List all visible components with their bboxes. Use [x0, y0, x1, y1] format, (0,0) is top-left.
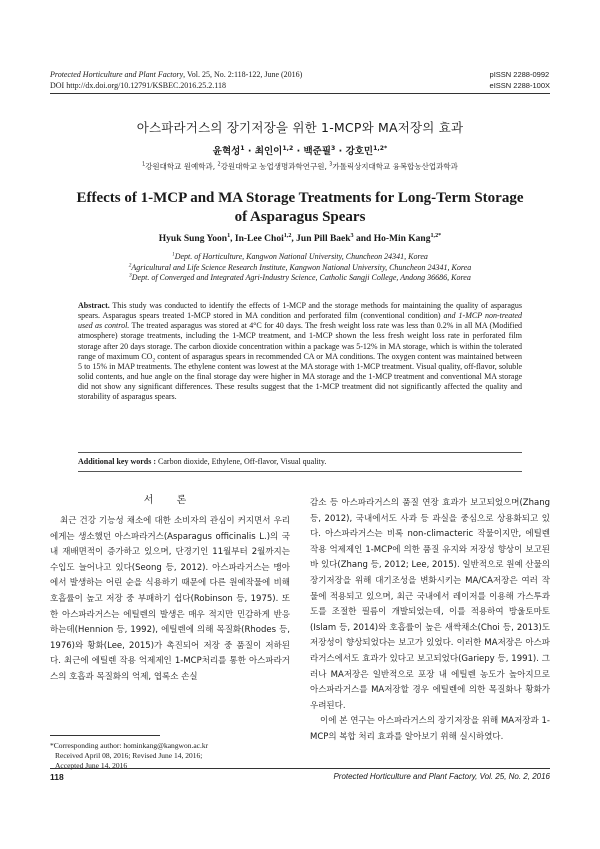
english-author-2: In-Lee Choi: [234, 234, 284, 244]
korean-author-2-affil: 1,2: [282, 144, 294, 152]
journal-name: Protected Horticulture and Plant Factory: [50, 70, 184, 79]
body-right-column: [310, 496, 550, 746]
korean-title: 아스파라거스의 장기저장을 위한 1-MCP와 MA저장의 효과: [136, 120, 464, 135]
pissn: pISSN 2288-0992: [489, 70, 550, 79]
author-separator: and: [353, 234, 374, 244]
keywords-rule: [78, 471, 522, 472]
korean-author-1-affil: 1: [240, 144, 245, 152]
author-separator: ,: [230, 234, 235, 244]
author-separator: ,: [291, 234, 297, 244]
author-separator: ·: [244, 146, 255, 157]
english-title-line-1: Effects of 1-MCP and MA Storage Treatments for Long-Term Storage: [76, 190, 524, 206]
korean-authors: [50, 143, 550, 157]
received-date: Received April 08, 2016; Revised June 14, 2016;: [55, 751, 203, 760]
footer-rule: [50, 768, 550, 769]
header-rule: [50, 93, 550, 94]
english-affiliations: [50, 252, 550, 284]
abstract-text-1: This study was conducted to identify the effects of 1-MCP and the storage methods for maintaining the quality of asparagus spears. Asparagus spears treated 1-MCP stored in MA condition and perforated film (conventional condition): [78, 301, 522, 321]
korean-author-2: 최인이: [254, 146, 283, 157]
keywords-label: Additional key words :: [78, 457, 157, 466]
body-left-column: [50, 514, 290, 686]
intro-paragraph-2: 감소 등 아스파라거스의 품질 연장 효과가 보고되었으며(Zhang 등, 2012), 국내에서도 사과 등 과실을 중심으로 상용화되고 있다. 아스파라거스는 비록 non-climacteric 작물이지만, 에틸렌 작용 억제제인 1-MCP에 의한 품질 유지와 저장성 향상이 보고된 바 있다(Zhang 등, 2012; Lee, 2015). 일반적으로 원예 산물의 장기저장을 위해 대기조성을 변화시키는 MA/CA저장은 여러 작물에 적용되고 있으며, 최근 국내에서 레이저를 이용해 가스투과도를 조절한 필름이 개발되었는데, 이를 적용하여 방울토마토(Islam 등, 2014)와 호흡률이 높은 새싹채소(Choi 등, 2013)도 저장성이 향상되었다는 보고가 있었다. 이러한 MA저장은 아스파라거스에서도 효과가 있다고 보고되었다(Gariepy 등, 1991). 그러나 MA저장은 일반적으로 포장 내 에틸렌 농도가 높아지므로 아스파라거스를 MA저장할 경우 에틸렌에 의한 목질화나 황화가 우려된다.: [310, 498, 550, 711]
korean-author-3-affil: 3: [331, 144, 336, 152]
korean-affil-3: 가톨릭상지대학교 융복합농산업과학과: [332, 162, 458, 171]
korean-affil-2: 강원대학교 농업생명과학연구원,: [220, 162, 330, 171]
english-affil-1: [50, 252, 550, 263]
citation-header: [50, 70, 302, 91]
eissn: eISSN 2288-100X: [489, 80, 550, 90]
affil-marker: 2: [217, 161, 221, 168]
section-title-introduction: 서 론: [143, 495, 197, 506]
author-separator: ·: [335, 146, 346, 157]
korean-author-1: 윤혁성: [212, 146, 241, 157]
affil-text: Agricultural and Life Science Research Institute, Kangwon National University, Chuncheon 24341, Korea: [131, 262, 472, 272]
issn-block: [490, 70, 550, 91]
citation-details: , Vol. 25, No. 2:118-122, June (2016): [183, 70, 303, 79]
korean-author-3: 백준필: [303, 146, 332, 157]
affil-marker: 1,2*: [430, 232, 442, 239]
intro-paragraph-1: 최근 건강 기능성 채소에 대한 소비자의 관심이 커지면서 우리에게는 생소했던 아스파라거스(Asparagus officinalis L.)의 국내 재배면적이 증가하고 있으며, 단경기인 11월부터 2월까지는 수입도 늘어나고 있다(Seong 등, 2012). 아스파라거스는 맹아에서 발생하는 어린 순을 식용하기 때문에 다른 원예작물에 비해 호흡률이 높고 저장 중 부패하기 쉽다(Robinson 등, 1975). 또한 아스파라거스는 에틸렌의 발생은 매우 적지만 민감하게 반응하는데(Hennion 등, 1992), 에틸렌에 의해 목질화(Rhodes 등, 1976)와 황화(Lee, 2015)가 촉진되어 저장 중 품질이 저하된다. 최근에 에틸렌 작용 억제제인 1-MCP처리를 통한 아스파라거스의 호흡과 목질화의 억제, 엽록소 손실: [50, 516, 290, 682]
page-number: 118: [50, 772, 64, 782]
co2-subscript: 2: [152, 357, 156, 364]
english-title-line-2: of Asparagus Spears: [234, 209, 366, 225]
english-author-1: Hyuk Sung Yoon: [158, 234, 228, 244]
korean-affiliations: [50, 161, 550, 172]
english-author-4: Ho-Min Kang: [373, 234, 431, 244]
footer-journal: Protected Horticulture and Plant Factory, Vol. 25, No. 2, 2016: [333, 772, 550, 781]
footnote-rule: [50, 735, 160, 736]
english-authors: [50, 234, 550, 244]
affil-text: Dept. of Converged and Integrated Agri-Industry Science, Catholic Sangji College, Andong 36686, Korea: [131, 273, 471, 282]
english-title: [50, 189, 550, 227]
accepted-date: Accepted June 14, 2016: [55, 761, 128, 770]
abstract-text-3: content of asparagus spears in recommended CA or MA conditions. The oxygen content was maintained between 5 to 15% in MAP treatments. The ethylene content was lowest at the MA storage with 1-MCP treatment. Visual quality, off-flavor, soluble solid contents, and hue angle on the final storage day were higher in MA storage and the 1-MCP treatment and conventional MA storage did not show any significant differences. These results suggest that the 1-MCP treatment did not significantly affected the quality and storability of asparagus spears.: [78, 351, 523, 402]
abstract-text-italic: and 1-MCP non-treated used as control.: [78, 311, 522, 331]
abstract-label: Abstract.: [78, 301, 110, 310]
intro-paragraph-3: 이에 본 연구는 아스파라거스의 장기저장을 위해 MA저장과 1-MCP의 복합 처리 효과를 알아보기 위해 실시하였다.: [310, 716, 550, 742]
abstract-rule: [78, 452, 522, 453]
corresponding-author: *Corresponding author: hominkang@kangwon.ac.kr: [50, 741, 209, 750]
affil-marker: 1: [227, 232, 231, 239]
author-separator: ·: [293, 146, 304, 157]
abstract: [78, 301, 522, 403]
korean-author-4: 강호민: [345, 146, 374, 157]
affil-marker: 1: [142, 161, 146, 168]
affil-marker: 1,2: [283, 232, 292, 239]
affil-marker: 3: [329, 161, 333, 168]
abstract-text-2: The treated asparagus was stored at 4°C for 40 days. The fresh weight loss rate was less than 0.2% in all MA (Modified atmosphere) storage treatments, including the 1-MCP treatment, and 1-MCP shown the less fresh weight loss rate in perforated film storage after 20 days storage. The carbon dioxide concentration within a package was 5-12% in MA storage, which is within the tolerated range of maximum CO: [78, 321, 522, 361]
korean-affil-1: 강원대학교 원예학과,: [145, 162, 218, 171]
english-affil-2: [50, 263, 550, 274]
keywords: [78, 457, 522, 466]
affil-marker: 1: [172, 251, 175, 258]
affil-marker: 3: [129, 272, 132, 279]
affil-marker: 2: [128, 261, 132, 268]
affil-marker: 3: [350, 232, 354, 239]
korean-author-4-affil: 1,2*: [373, 144, 388, 152]
english-affil-3: [50, 273, 550, 284]
keywords-text: Carbon dioxide, Ethylene, Off-flavor, Visual quality.: [156, 457, 327, 466]
footnote: [50, 741, 290, 771]
english-author-3: Jun Pill Baek: [296, 234, 351, 244]
affil-text: Dept. of Horticulture, Kangwon National University, Chuncheon 24341, Korea: [174, 252, 428, 261]
doi: DOI http://dx.doi.org/10.12791/KSBEC.2016.25.2.118: [50, 80, 227, 90]
